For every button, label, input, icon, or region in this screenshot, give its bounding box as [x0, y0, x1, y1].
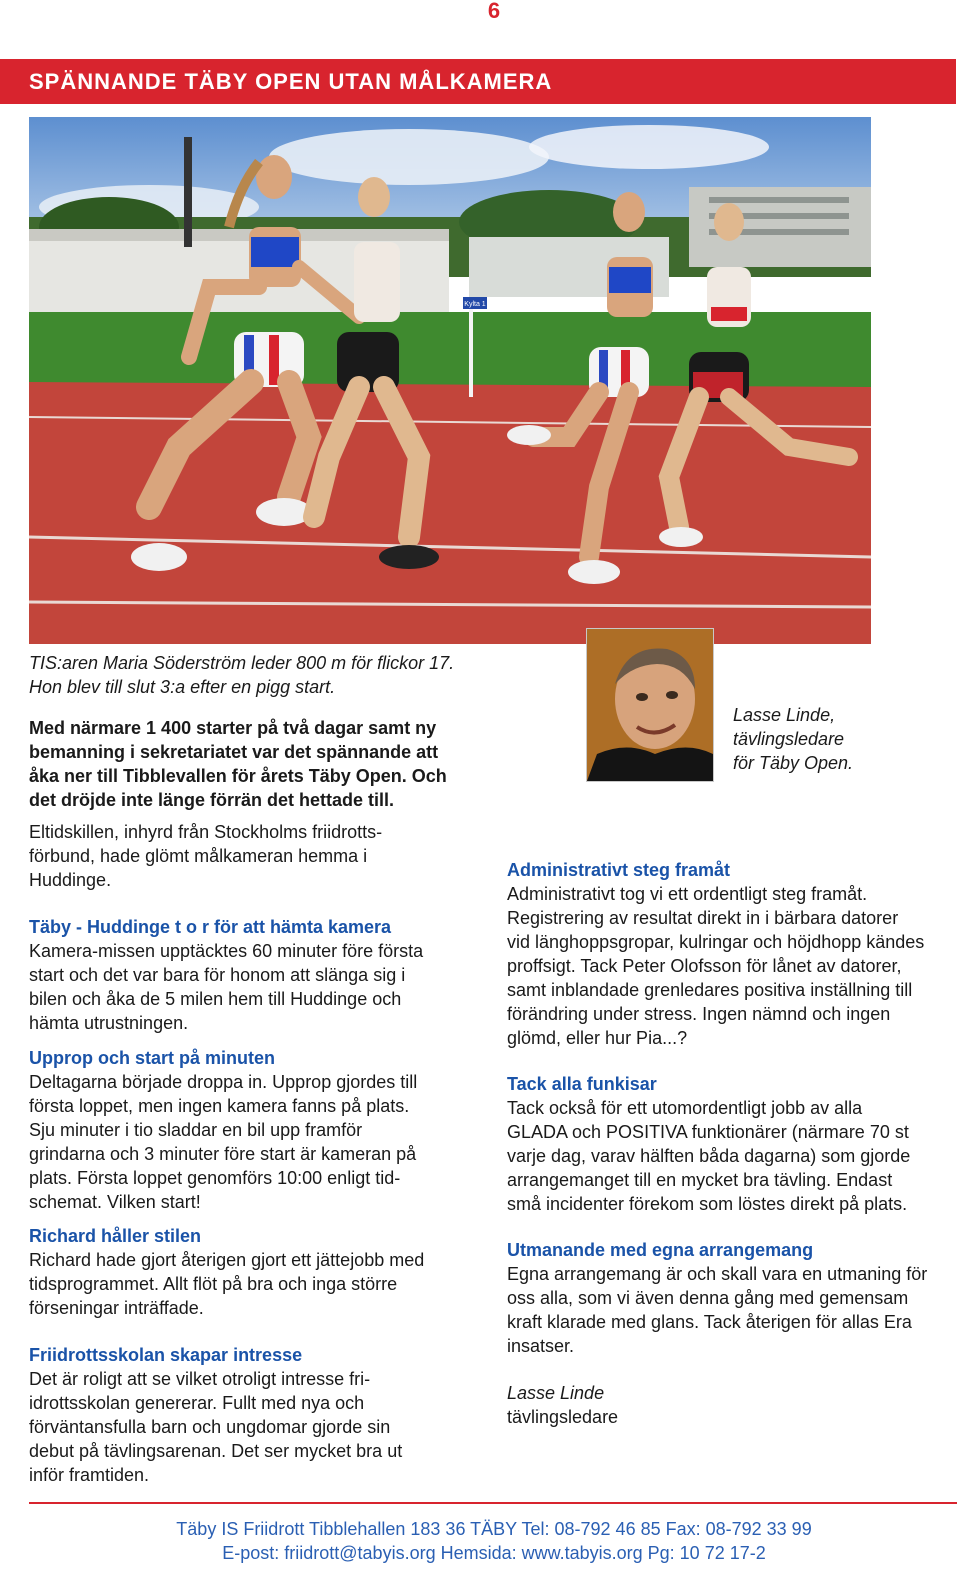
body-line: kraft klarade med glans. Tack återigen för allas Era	[507, 1312, 912, 1332]
body-line: GLADA och POSITIVA funktionärer (närmare 70 st	[507, 1122, 909, 1142]
section-administrativt	[507, 858, 957, 1050]
footer-contact: E-post: friidrott@tabyis.org Hemsida: www.tabyis.org Pg: 10 72 17-2	[222, 1543, 766, 1563]
body-line: Huddinge.	[29, 870, 112, 890]
body-line: Eltidskillen, inhyrd från Stockholms friidrotts-	[29, 822, 383, 842]
body-line: samt inblandade grenledares positiva inställning till	[507, 980, 913, 1000]
section-heading: Tack alla funkisar	[507, 1074, 657, 1094]
lead-line: det dröjde inte länge förrän det hettade till.	[29, 790, 395, 810]
body-line: Kamera-missen upptäcktes 60 minuter före första	[29, 941, 424, 961]
section-heading: Administrativt steg framåt	[507, 860, 731, 880]
section-heading: Upprop och start på minuten	[29, 1048, 276, 1068]
body-line: Tack också för ett utomordentligt jobb av alla	[507, 1098, 863, 1118]
section-egna-arrangemang	[507, 1238, 957, 1358]
body-line: förändring under stress. Ingen nämnd och ingen	[507, 1004, 891, 1024]
body-line: bilen och åka de 5 milen hem till Huddinge och	[29, 989, 402, 1009]
body-line: Registrering av resultat direkt in i bärbara datorer	[507, 908, 899, 928]
body-line: glömd, eller hur Pia...?	[507, 1028, 688, 1048]
signature-name: Lasse Linde	[507, 1383, 605, 1403]
body-line: oss alla, som vi även denna gång med gemensam	[507, 1288, 909, 1308]
body-line: förväntansfulla barn och ungdomar gjorde sin	[29, 1417, 391, 1437]
body-line: Sju minuter i tio sladdar en bil upp framför	[29, 1120, 363, 1140]
footer-address: Täby IS Friidrott Tibblehallen 183 36 TÄBY Tel: 08-792 46 85 Fax: 08-792 33 99	[176, 1519, 812, 1539]
signature-role: tävlingsledare	[507, 1407, 619, 1427]
section-heading: Richard håller stilen	[29, 1226, 202, 1246]
body-line: varje dag, varav hälften båda dagarna) som gjorde	[507, 1146, 911, 1166]
body-line: förseningar inträffade.	[29, 1298, 204, 1318]
body-line: grindarna och 3 minuter före start är kameran på	[29, 1144, 417, 1164]
eltid-paragraph	[29, 820, 499, 892]
signature	[507, 1381, 957, 1429]
title-bar	[0, 59, 956, 104]
section-heading: Friidrottsskolan skapar intresse	[29, 1345, 303, 1365]
section-funkisar	[507, 1072, 957, 1216]
body-line: tidsprogrammet. Allt flöt på bra och inga större	[29, 1274, 398, 1294]
lead-line: Med närmare 1 400 starter på två dagar samt ny	[29, 718, 437, 738]
body-line: idrottsskolan genererar. Fullt med nya och	[29, 1393, 365, 1413]
section-richard	[29, 1224, 499, 1320]
section-friidrottsskolan	[29, 1343, 499, 1487]
body-line: debut på tävlingsarenan. Det ser mycket bra ut	[29, 1441, 403, 1461]
section-camera	[29, 915, 499, 1035]
body-line: insatser.	[507, 1336, 575, 1356]
photo-sign-label: Kylta 1	[464, 301, 486, 308]
body-line: start och det var bara för honom att slänga sig i	[29, 965, 406, 985]
body-line: vid länghoppsgropar, kulringar och höjdhopp kändes	[507, 932, 925, 952]
body-line: proffsigt. Tack Peter Olofsson för lånet av datorer,	[507, 956, 902, 976]
body-line: Det är roligt att se vilket otroligt intresse fri-	[29, 1369, 371, 1389]
section-heading: Täby - Huddinge t o r för att hämta kamera	[29, 917, 392, 937]
body-line: Deltagarna började droppa in. Upprop gjordes till	[29, 1072, 418, 1092]
body-line: hämta utrustningen.	[29, 1013, 189, 1033]
body-line: plats. Första loppet genomförs 10:00 enligt tid-	[29, 1168, 401, 1188]
body-line: Richard hade gjort återigen gjort ett jättejobb med	[29, 1250, 425, 1270]
portrait-illustration	[587, 629, 713, 781]
portrait-caption-line: tävlingsledare	[733, 729, 845, 749]
photo-caption	[29, 651, 499, 699]
body-line: Administrativt tog vi ett ordentligt steg framåt.	[507, 884, 868, 904]
body-line: schemat. Vilken start!	[29, 1192, 201, 1212]
section-upprop	[29, 1046, 499, 1214]
runners-photo	[29, 117, 871, 644]
body-line: förbund, hade glömt målkameran hemma i	[29, 846, 368, 866]
photo-caption-line: Hon blev till slut 3:a efter en pigg start.	[29, 677, 336, 697]
portrait-caption	[733, 703, 953, 775]
body-line: inför framtiden.	[29, 1465, 150, 1485]
article-lead	[29, 716, 499, 812]
body-line: arrangemanget till en mycket bra tävling. Endast	[507, 1170, 893, 1190]
footer-rule	[29, 1502, 957, 1504]
portrait-caption-line: för Täby Open.	[733, 753, 854, 773]
body-line: små incidenter förekom som löstes direkt på plats.	[507, 1194, 908, 1214]
photo-caption-line: TIS:aren Maria Söderström leder 800 m för flickor 17.	[29, 653, 455, 673]
body-line: första loppet, men ingen kamera fanns på plats.	[29, 1096, 410, 1116]
page-title: SPÄNNANDE TÄBY OPEN UTAN MÅLKAMERA	[29, 69, 553, 94]
lead-line: åka ner till Tibblevallen för årets Täby Open. Och	[29, 766, 447, 786]
portrait-caption-line: Lasse Linde,	[733, 705, 836, 725]
lead-line: bemanning i sekretariatet var det spännande att	[29, 742, 439, 762]
section-heading: Utmanande med egna arrangemang	[507, 1240, 814, 1260]
runners-illustration	[29, 117, 871, 644]
page-number: 6	[487, 0, 501, 23]
portrait-photo	[586, 628, 714, 782]
body-line: Egna arrangemang är och skall vara en utmaning för	[507, 1264, 928, 1284]
